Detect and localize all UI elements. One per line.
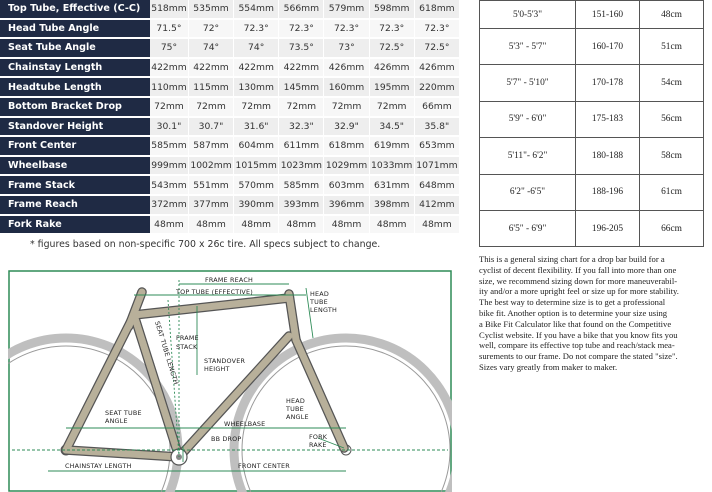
sizing-height-cm: 170-178	[576, 65, 640, 101]
geometry-cell: 398mm	[370, 196, 415, 214]
sizing-frame-size: 58cm	[640, 138, 704, 174]
sizing-note-line: well, compare its effective top tube and reach/stack mea-	[479, 340, 675, 351]
sizing-height-cm: 151-160	[576, 1, 640, 29]
sizing-note-line: bike fit. Another option is to determine your size using	[479, 307, 668, 318]
geometry-cell: 426mm	[370, 59, 415, 77]
geometry-cell: 598mm	[370, 0, 415, 18]
sizing-row	[480, 101, 704, 137]
sizing-height-ftin: 5'3" - 5'7"	[480, 29, 576, 65]
geometry-cell: 72.5°	[415, 39, 460, 57]
sizing-note-line: size, we recommend sizing down for more maneuverabil-	[479, 275, 678, 286]
geometry-cell: 220mm	[415, 78, 460, 96]
geometry-cell: 72.3°	[279, 20, 324, 38]
sizing-frame-size: 56cm	[640, 101, 704, 137]
geometry-cell: 72.3°	[415, 20, 460, 38]
geometry-cell: 31.6"	[234, 118, 279, 136]
geometry-cell: 535mm	[189, 0, 234, 18]
geometry-row-label: Standover Height	[0, 118, 150, 136]
geometry-row	[0, 157, 460, 175]
geometry-cell: 1029mm	[324, 157, 369, 175]
geometry-cell: 1023mm	[279, 157, 324, 175]
geometry-row	[0, 78, 460, 96]
geometry-cell: 110mm	[150, 78, 189, 96]
label-frame-reach: FRAME REACH	[205, 276, 254, 284]
sizing-row	[480, 1, 704, 29]
geometry-cell: 32.9"	[324, 118, 369, 136]
geometry-cell: 653mm	[415, 137, 460, 155]
geometry-cell: 426mm	[324, 59, 369, 77]
geometry-row	[0, 118, 460, 136]
geometry-cell: 618mm	[324, 137, 369, 155]
geometry-table	[0, 0, 460, 235]
geometry-cell: 30.1"	[150, 118, 189, 136]
sizing-height-ftin: 6'2" -6'5"	[480, 174, 576, 210]
geometry-cell: 566mm	[279, 0, 324, 18]
geometry-cell: 393mm	[279, 196, 324, 214]
label-frame-stack-2: STACK	[176, 343, 198, 351]
geometry-cell: 570mm	[234, 176, 279, 194]
geometry-cell: 66mm	[415, 98, 460, 116]
geometry-cell: 35.8"	[415, 118, 460, 136]
geometry-cell: 72mm	[370, 98, 415, 116]
sizing-note-line: This is a general sizing chart for a drop bar build for a	[479, 254, 665, 264]
sizing-frame-size: 51cm	[640, 29, 704, 65]
geometry-cell: 115mm	[189, 78, 234, 96]
geometry-cell: 1015mm	[234, 157, 279, 175]
geometry-cell: 611mm	[279, 137, 324, 155]
geometry-cell: 422mm	[234, 59, 279, 77]
geometry-row	[0, 137, 460, 155]
sizing-row	[480, 138, 704, 174]
geometry-cell: 631mm	[370, 176, 415, 194]
sizing-height-ftin: 6'5" - 6'9"	[480, 210, 576, 246]
sizing-note-line: cyclist of decent flexibility. If you fall into more than one	[479, 264, 677, 275]
sizing-frame-size: 48cm	[640, 1, 704, 29]
sizing-row	[480, 174, 704, 210]
sizing-height-cm: 175-183	[576, 101, 640, 137]
label-fork-rake-1: FORK	[309, 433, 328, 441]
geometry-table-body	[0, 0, 460, 233]
geometry-row-label: Wheelbase	[0, 157, 150, 175]
geometry-row-label: Head Tube Angle	[0, 20, 150, 38]
sizing-frame-size: 61cm	[640, 174, 704, 210]
geometry-cell: 74°	[234, 39, 279, 57]
geometry-cell: 603mm	[324, 176, 369, 194]
label-head-tube-angle-3: ANGLE	[286, 413, 309, 421]
frame-geometry-diagram	[8, 270, 452, 492]
sizing-chart-body	[480, 1, 704, 247]
label-head-tube-angle-1: HEAD	[286, 397, 305, 405]
geometry-cell: 72.3°	[324, 20, 369, 38]
geometry-cell: 648mm	[415, 176, 460, 194]
sizing-chart	[479, 0, 704, 247]
geometry-cell: 1033mm	[370, 157, 415, 175]
sizing-height-cm: 196-205	[576, 210, 640, 246]
geometry-footnote: * figures based on non-specific 700 x 26c tire. All specs subject to change.	[30, 239, 381, 250]
sizing-height-ftin: 5'7" - 5'10"	[480, 65, 576, 101]
sizing-frame-size: 54cm	[640, 65, 704, 101]
geometry-row-label: Headtube Length	[0, 78, 150, 96]
geometry-row	[0, 39, 460, 57]
geometry-cell: 30.7"	[189, 118, 234, 136]
geometry-row-label: Top Tube, Effective (C-C)	[0, 0, 150, 18]
geometry-cell: 585mm	[150, 137, 189, 155]
sizing-frame-size: 66cm	[640, 210, 704, 246]
geometry-cell: 73.5°	[279, 39, 324, 57]
geometry-cell: 587mm	[189, 137, 234, 155]
geometry-cell: 72°	[189, 20, 234, 38]
sizing-row	[480, 29, 704, 65]
sizing-height-cm: 160-170	[576, 29, 640, 65]
sizing-row	[480, 210, 704, 246]
geometry-cell: 396mm	[324, 196, 369, 214]
label-seat-tube-angle-2: ANGLE	[105, 417, 128, 425]
sizing-row	[480, 65, 704, 101]
geometry-row-label: Bottom Bracket Drop	[0, 98, 150, 116]
geometry-row-label: Frame Reach	[0, 196, 150, 214]
geometry-cell: 48mm	[234, 216, 279, 234]
geometry-cell: 604mm	[234, 137, 279, 155]
geometry-cell: 422mm	[279, 59, 324, 77]
sizing-height-cm: 180-188	[576, 138, 640, 174]
geometry-cell: 377mm	[189, 196, 234, 214]
label-standover-2: HEIGHT	[204, 365, 230, 373]
label-head-tube-angle-2: TUBE	[286, 405, 304, 413]
geometry-cell: 74°	[189, 39, 234, 57]
geometry-cell: 585mm	[279, 176, 324, 194]
geometry-cell: 518mm	[150, 0, 189, 18]
bike-frame	[66, 292, 344, 465]
sizing-height-cm: 188-196	[576, 174, 640, 210]
geometry-cell: 72.3°	[370, 20, 415, 38]
geometry-cell: 72mm	[279, 98, 324, 116]
geometry-cell: 34.5"	[370, 118, 415, 136]
sizing-height-ftin: 5'11"- 6'2"	[480, 138, 576, 174]
geometry-cell: 426mm	[415, 59, 460, 77]
sizing-note-line: a Bike Fit Calculator like that found on the Competitive	[479, 318, 672, 329]
geometry-cell: 72mm	[324, 98, 369, 116]
geometry-row	[0, 20, 460, 38]
sizing-note-line: ity and/or a more upright feel or size up for more stability.	[479, 286, 679, 297]
geometry-cell: 543mm	[150, 176, 189, 194]
geometry-cell: 1071mm	[415, 157, 460, 175]
geometry-cell: 618mm	[415, 0, 460, 18]
geometry-cell: 48mm	[415, 216, 460, 234]
geometry-row	[0, 98, 460, 116]
geometry-cell: 999mm	[150, 157, 189, 175]
geometry-row	[0, 0, 460, 18]
geometry-row-label: Front Center	[0, 137, 150, 155]
label-wheelbase: WHEELBASE	[224, 420, 266, 428]
label-frame-stack-1: FRAME	[176, 334, 199, 342]
geometry-cell: 48mm	[324, 216, 369, 234]
geometry-cell: 372mm	[150, 196, 189, 214]
geometry-row-label: Chainstay Length	[0, 59, 150, 77]
geometry-cell: 73°	[324, 39, 369, 57]
geometry-cell: 48mm	[150, 216, 189, 234]
geometry-cell: 195mm	[370, 78, 415, 96]
geometry-cell: 554mm	[234, 0, 279, 18]
label-front-center: FRONT CENTER	[238, 462, 290, 470]
geometry-row	[0, 59, 460, 77]
geometry-cell: 71.5°	[150, 20, 189, 38]
geometry-cell: 72.5°	[370, 39, 415, 57]
sizing-note	[479, 254, 707, 373]
label-head-tube-length-3: LENGTH	[310, 306, 338, 314]
geometry-cell: 72mm	[234, 98, 279, 116]
geometry-cell: 551mm	[189, 176, 234, 194]
geometry-cell: 72mm	[189, 98, 234, 116]
label-fork-rake-2: RAKE	[309, 441, 327, 449]
geometry-cell: 390mm	[234, 196, 279, 214]
geometry-cell: 48mm	[279, 216, 324, 234]
geometry-cell: 48mm	[189, 216, 234, 234]
geometry-row	[0, 216, 460, 234]
sizing-note-line: The best way to determine size is to get a professional	[479, 297, 666, 308]
geometry-cell: 72mm	[150, 98, 189, 116]
geometry-cell: 160mm	[324, 78, 369, 96]
sizing-height-ftin: 5'0-5'3"	[480, 1, 576, 29]
geometry-row-label: Seat Tube Angle	[0, 39, 150, 57]
label-head-tube-length-1: HEAD	[310, 290, 329, 298]
geometry-cell: 75°	[150, 39, 189, 57]
geometry-cell: 412mm	[415, 196, 460, 214]
sizing-note-line: Sizes vary greatly from maker to maker.	[479, 361, 618, 372]
geometry-row	[0, 196, 460, 214]
geometry-row-label: Frame Stack	[0, 176, 150, 194]
geometry-cell: 32.3"	[279, 118, 324, 136]
geometry-row-label: Fork Rake	[0, 216, 150, 234]
geometry-cell: 422mm	[189, 59, 234, 77]
geometry-cell: 48mm	[370, 216, 415, 234]
sizing-height-ftin: 5'9" - 6'0"	[480, 101, 576, 137]
geometry-cell: 619mm	[370, 137, 415, 155]
label-chainstay-length: CHAINSTAY LENGTH	[65, 462, 132, 470]
sizing-note-line: surements to our frame. Do not compare the stated "size".	[479, 351, 678, 362]
geometry-row	[0, 176, 460, 194]
geometry-cell: 145mm	[279, 78, 324, 96]
geometry-cell: 1002mm	[189, 157, 234, 175]
label-head-tube-length-2: TUBE	[310, 298, 328, 306]
geometry-cell: 422mm	[150, 59, 189, 77]
label-bb-drop: BB DROP	[211, 435, 242, 443]
sizing-note-line: Cyclist website. If you have a bike that you know fits you	[479, 329, 678, 340]
label-seat-tube-length: SEAT TUBE LENGTH	[153, 320, 181, 386]
label-seat-tube-angle-1: SEAT TUBE	[105, 409, 142, 417]
geometry-cell: 130mm	[234, 78, 279, 96]
label-standover-1: STANDOVER	[204, 357, 246, 365]
label-top-tube: TOP TUBE (EFFECTIVE)	[176, 288, 253, 296]
geometry-cell: 579mm	[324, 0, 369, 18]
geometry-cell: 72.3°	[234, 20, 279, 38]
